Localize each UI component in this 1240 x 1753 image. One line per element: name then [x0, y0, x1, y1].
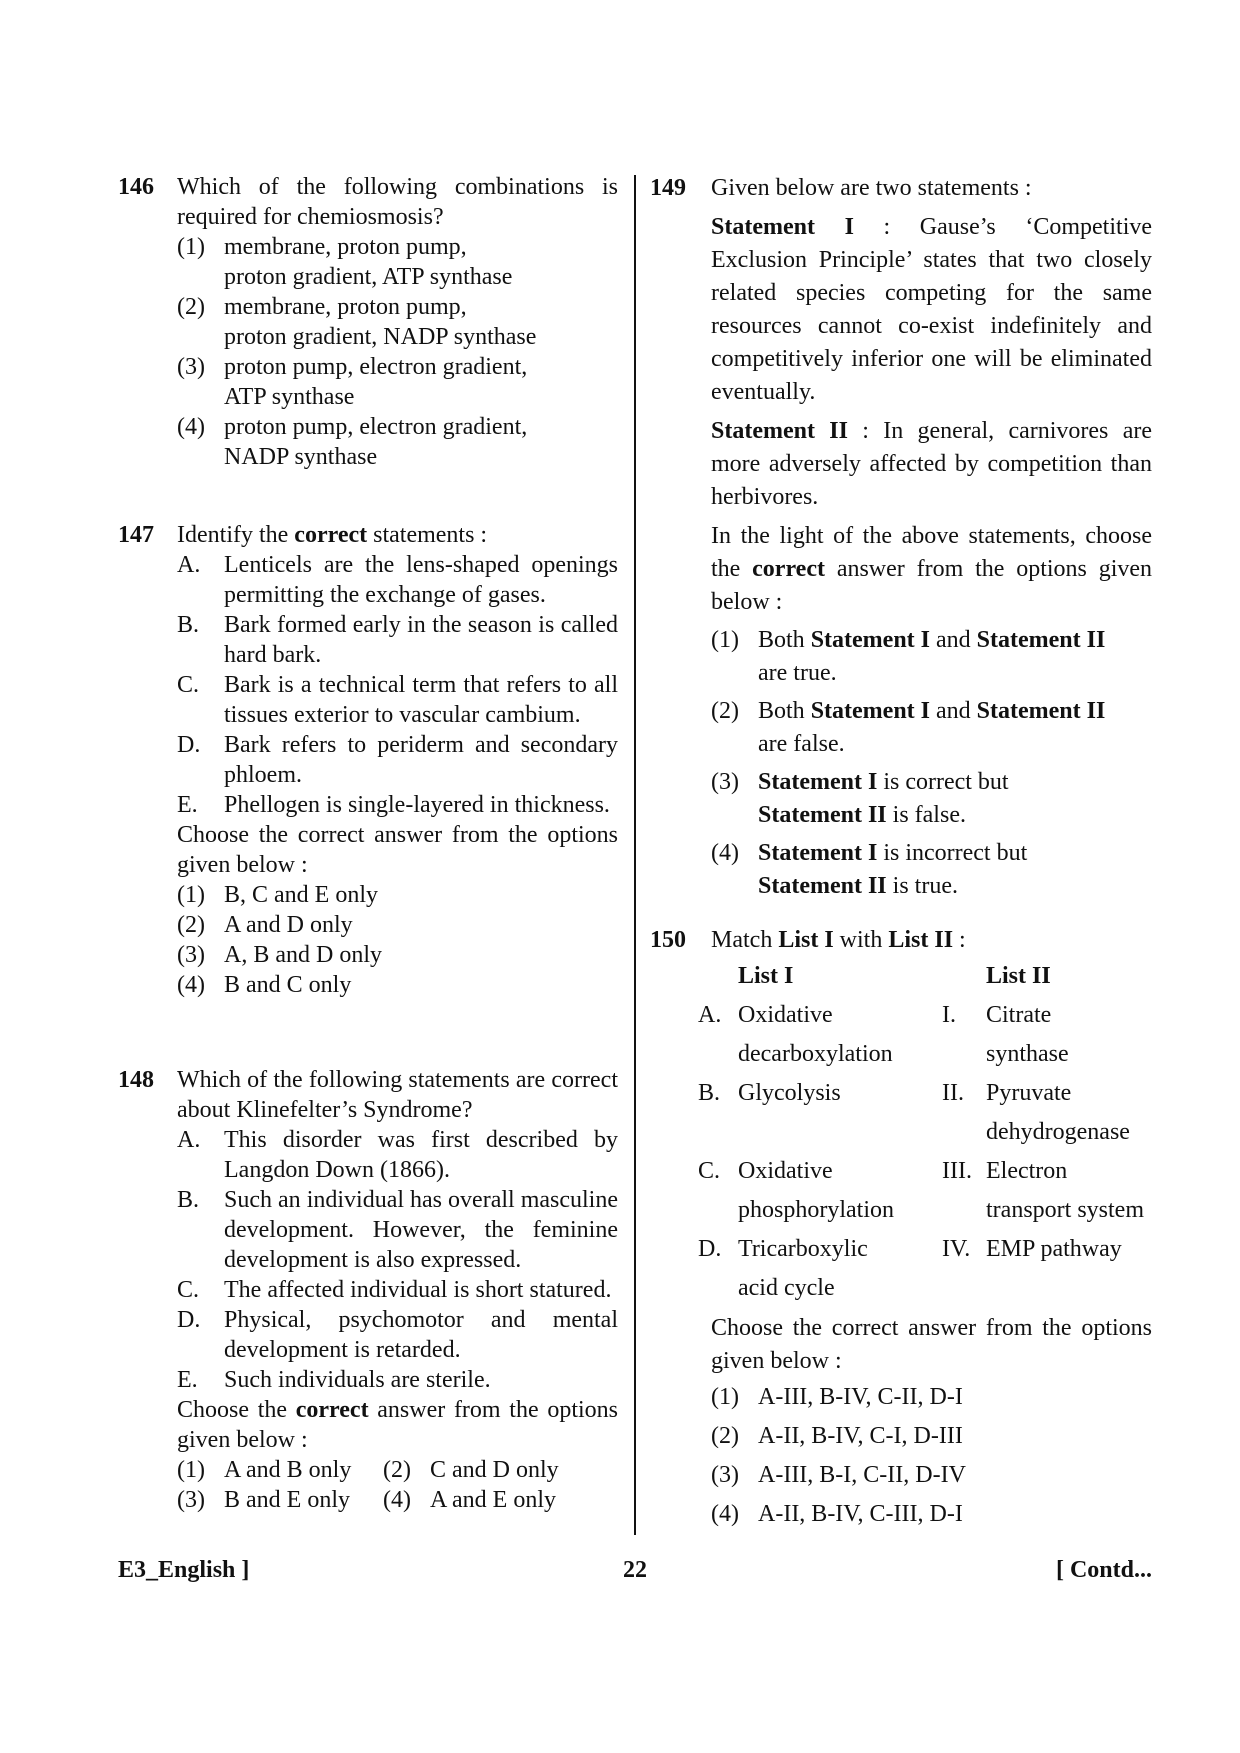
question-text: Match List I with List II :: [711, 927, 966, 953]
option-3[interactable]: (3) A, B and D only: [177, 942, 382, 968]
option-2[interactable]: (2) A-II, B-IV, C-I, D-III: [711, 1423, 963, 1449]
option-line: proton pump, electron gradient,: [224, 414, 528, 440]
statement-d: D. Physical, psychomotor and mental development is retarded.: [177, 1307, 618, 1363]
question-text: Which of the following combinations is required for chemiosmosis?: [177, 174, 618, 230]
statement-1: Statement I : Gause’s ‘Competitive Exclusion Principle’ states that two closely related species competing for the same resources cannot co-exist indefinitely and competitively inferior one will be eliminated eventually.: [711, 214, 1153, 405]
option-4[interactable]: (4) Statement I is incorrect but Statement II is true.: [711, 840, 1028, 899]
match-row-a: A. Oxidative decarboxylation I. Citrate synthase: [698, 1002, 1069, 1067]
question-147: [118, 520, 618, 1000]
page-number: 22: [623, 1557, 647, 1583]
option-line: proton gradient, NADP synthase: [224, 324, 537, 350]
question-number: 146: [118, 174, 154, 200]
option-label: (3): [177, 354, 205, 380]
question-number: 147: [118, 522, 154, 548]
match-table-header: List I List II: [738, 963, 1051, 989]
option-4[interactable]: (4) A-II, B-IV, C-III, D-I: [711, 1501, 963, 1527]
question-150: [650, 924, 1152, 1534]
statement-2: Statement II : In general, carnivores are more adversely affected by competition than herbivores.: [711, 418, 1152, 510]
match-row-b: B. Glycolysis II. Pyruvate dehydrogenase: [698, 1080, 1130, 1145]
page-footer: [118, 1555, 1152, 1585]
option-2[interactable]: (2) C and D only: [383, 1457, 559, 1483]
choose-instruction: Choose the correct answer from the options given below :: [177, 1397, 618, 1453]
match-row-d: D. Tricarboxylic acid cycle IV. EMP pathway: [698, 1236, 1122, 1301]
option-4[interactable]: (4) A and E only: [383, 1487, 556, 1513]
statement-e: E. Such individuals are sterile.: [177, 1367, 491, 1393]
statement-b: B. Bark formed early in the season is called hard bark.: [177, 612, 618, 668]
option-line: membrane, proton pump,: [224, 294, 467, 320]
option-label: (2): [177, 294, 205, 320]
option-3[interactable]: (3) B and E only: [177, 1487, 350, 1513]
option-3[interactable]: (3) Statement I is correct but Statement II is false.: [711, 769, 1009, 828]
option-3[interactable]: (3) A-III, B-I, C-II, D-IV: [711, 1462, 966, 1488]
match-table: [698, 957, 1178, 1308]
choose-instruction: Choose the correct answer from the options given below :: [177, 822, 618, 878]
choose-instruction: In the light of the above statements, choose the correct answer from the options given below :: [711, 523, 1153, 615]
option-2[interactable]: (2) Both Statement I and Statement II are false.: [711, 698, 1106, 757]
match-row-c: C. Oxidative phosphorylation III. Electron transport system: [698, 1158, 1144, 1223]
statement-b: B. Such an individual has overall masculine development. However, the feminine development is also expressed.: [177, 1187, 618, 1273]
option-1[interactable]: (1) B, C and E only: [177, 882, 378, 908]
option-2[interactable]: (2) A and D only: [177, 912, 353, 938]
option-4[interactable]: (4) B and C only: [177, 972, 352, 998]
option-1[interactable]: (1) Both Statement I and Statement II are true.: [711, 627, 1106, 686]
choose-instruction: Choose the correct answer from the options given below :: [711, 1315, 1152, 1374]
statement-e: E. Phellogen is single-layered in thickness.: [177, 792, 610, 818]
option-4[interactable]: [177, 412, 618, 472]
option-label: (1): [177, 234, 205, 260]
question-148: [118, 1065, 618, 1515]
option-1[interactable]: (1) A and B only: [177, 1457, 352, 1483]
option-1[interactable]: [177, 232, 618, 292]
statement-c: C. Bark is a technical term that refers to all tissues exterior to vascular cambium.: [177, 672, 618, 728]
statement-a: A. This disorder was first described by Langdon Down (1866).: [177, 1127, 618, 1183]
footer-paper-code: E3_English ]: [118, 1557, 250, 1583]
column-divider: [634, 175, 636, 1535]
option-label: (4): [177, 414, 205, 440]
option-2[interactable]: [177, 292, 618, 352]
question-text: Identify the correct statements :: [177, 522, 488, 548]
statement-c: C. The affected individual is short statured.: [177, 1277, 612, 1303]
footer-contd: [ Contd...: [1055, 1557, 1152, 1583]
question-146: [118, 172, 618, 472]
statement-d: D. Bark refers to periderm and secondary phloem.: [177, 732, 618, 788]
statement-a: A. Lenticels are the lens-shaped openings permitting the exchange of gases.: [177, 552, 618, 608]
option-line: proton pump, electron gradient,: [224, 354, 528, 380]
option-3[interactable]: [177, 352, 618, 412]
option-line: membrane, proton pump,: [224, 234, 467, 260]
question-text: Which of the following statements are correct about Klinefelter’s Syndrome?: [177, 1067, 618, 1123]
question-149: [650, 172, 1152, 903]
question-number: 148: [118, 1067, 154, 1093]
question-number: 150: [650, 927, 686, 953]
option-1[interactable]: (1) A-III, B-IV, C-II, D-I: [711, 1384, 963, 1410]
question-number: 149: [650, 175, 686, 201]
option-line: NADP synthase: [224, 444, 378, 470]
option-line: proton gradient, ATP synthase: [224, 264, 513, 290]
option-line: ATP synthase: [224, 384, 355, 410]
question-text: Given below are two statements :: [711, 175, 1032, 201]
